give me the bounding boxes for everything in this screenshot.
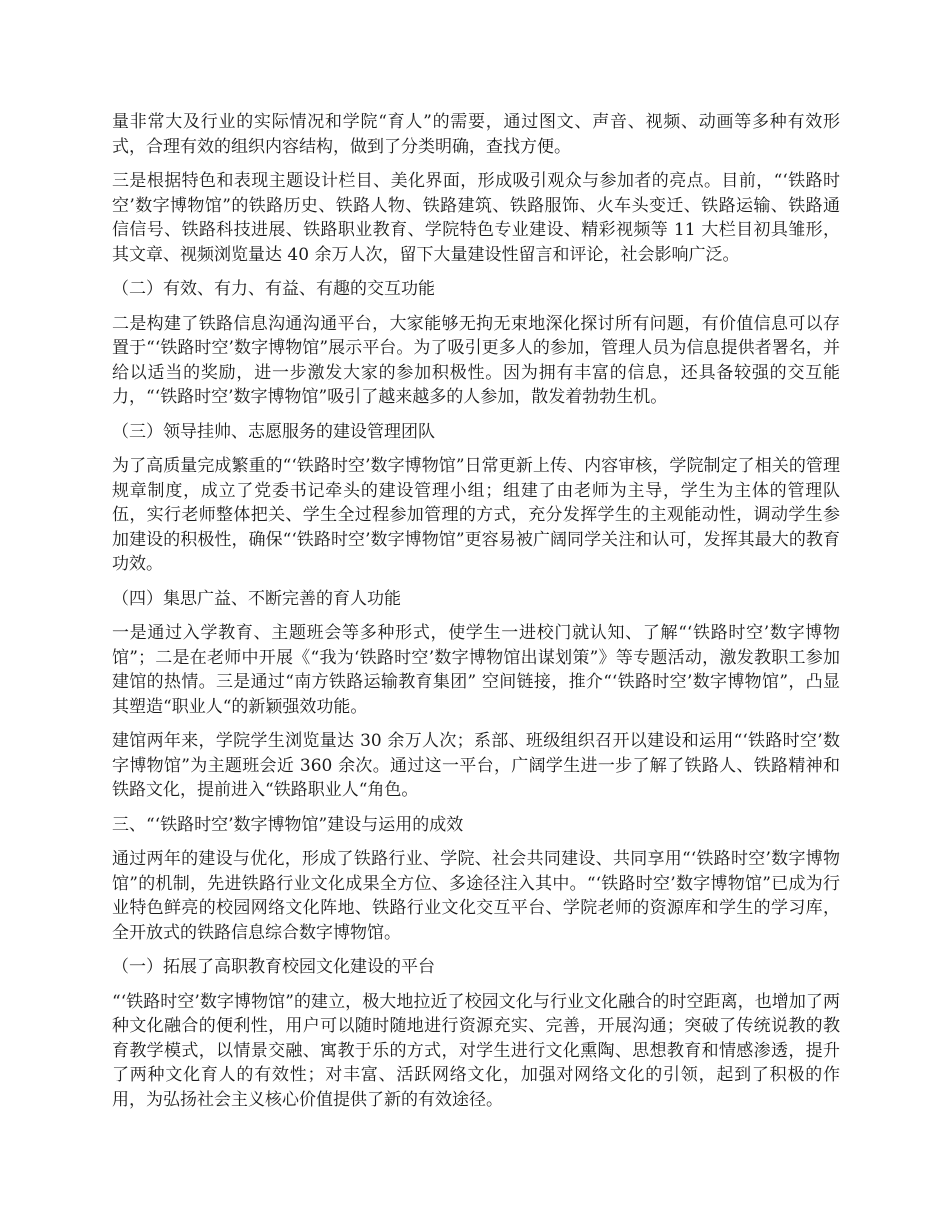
paragraph-columns-design: 三是根据特色和表现主题设计栏目、美化界面，形成吸引观众与参加者的亮点。目前，“‘铁路时空’数字博物馆”的铁路历史、铁路人物、铁路建筑、铁路服饰、火车头变迁、铁路运输、铁路通信信号、铁路科技进展、铁路职业教育、学院特色专业建设、精彩视频等 11 大栏目初具雏形，其文章、视频浏览量达 40 余万人次，留下大量建设性留言和评论，社会影响广泛。: [112, 171, 840, 265]
heading-section-three: 三、“‘铁路时空’数字博物馆”建设与运用的成效: [112, 814, 464, 835]
paragraph-content-structure: 量非常大及行业的实际情况和学院“育人”的需要，通过图文、声音、视频、动画等多种有效形式，合理有效的组织内容结构，做到了分类明确，查找方便。: [112, 112, 840, 157]
paragraph-management-system: 为了高质量完成繁重的“‘铁路时空’数字博物馆”日常更新上传、内容审核，学院制定了相关的管理规章制度，成立了党委书记牵头的建设管理小组；组建了由老师为主导，学生为主体的管理队伍，实行老师整体把关、学生全过程参加管理的方式，充分发挥学生的主观能动性，调动学生参加建设的积极性，确保“‘铁路时空’数字博物馆”更容易被广阔同学关注和认可，发挥其最大的教育功效。: [112, 456, 840, 574]
paragraph-forms-of-education: 一是通过入学教育、主题班会等多种形式，使学生一进校门就认知、了解“‘铁路时空’数字博物馆”；二是在老师中开展《“我为‘铁路时空’数字博物馆出谋划策”》等专题活动，激发教职工参加建馆的热情。三是通过“南方铁路运输教育集团” 空间链接，推介“‘铁路时空’数字博物馆”，凸显其塑造“职业人“的新颖强效功能。: [112, 623, 840, 717]
heading-interaction-functions: （二）有效、有力、有益、有趣的交互功能: [112, 279, 435, 299]
heading-campus-culture-platform: （一）拓展了高职教育校园文化建设的平台: [112, 957, 435, 977]
paragraph-communication-platform: 二是构建了铁路信息沟通沟通平台，大家能够无拘无束地深化探讨所有问题，有价值信息可以存置于“‘铁路时空’数字博物馆”展示平台。为了吸引更多人的参加，管理人员为信息提供者署名，并给以适当的奖励，进一步激发大家的参加积极性。因为拥有丰富的信息，还具备较强的交互能力，“‘铁路时空’数字博物馆”吸引了越来越多的人参加，散发着勃勃生机。: [112, 313, 840, 407]
paragraph-joint-mechanism: 通过两年的建设与优化，形成了铁路行业、学院、社会共同建设、共同享用“‘铁路时空’数字博物馆”的机制，先进铁路行业文化成果全方位、多途径注入其中。“‘铁路时空’数字博物馆”已成为行业特色鲜亮的校园网络文化阵地、铁路行业文化交互平台、学院老师的资源库和学生的学习库，全开放式的铁路信息综合数字博物馆。: [112, 849, 840, 943]
heading-education-function: （四）集思广益、不断完善的育人功能: [112, 588, 401, 609]
paragraph-culture-integration: “‘铁路时空’数字博物馆”的建立，极大地拉近了校园文化与行业文化融合的时空距离，也增加了两种文化融合的便利性，用户可以随时随地进行资源充实、完善，开展沟通；突破了传统说教的教育教学模式，以情景交融、寓教于乐的方式，对学生进行文化熏陶、思想教育和情感渗透，提升了两种文化育人的有效性；对丰富、活跃网络文化，加强对网络文化的引领，起到了积极的作用，为弘扬社会主义核心价值提供了新的有效途径。: [112, 991, 840, 1110]
heading-management-team: （三）领导挂帅、志愿服务的建设管理团队: [112, 421, 435, 442]
paragraph-two-years-results: 建馆两年来，学院学生浏览量达 30 余万人次；系部、班级组织召开以建设和运用“‘铁路时空’数字博物馆”为主题班会近 360 余次。通过这一平台，广阔学生进一步了解了铁路人、铁路精神和铁路文化，提前进入“铁路职业人“角色。: [112, 731, 840, 800]
